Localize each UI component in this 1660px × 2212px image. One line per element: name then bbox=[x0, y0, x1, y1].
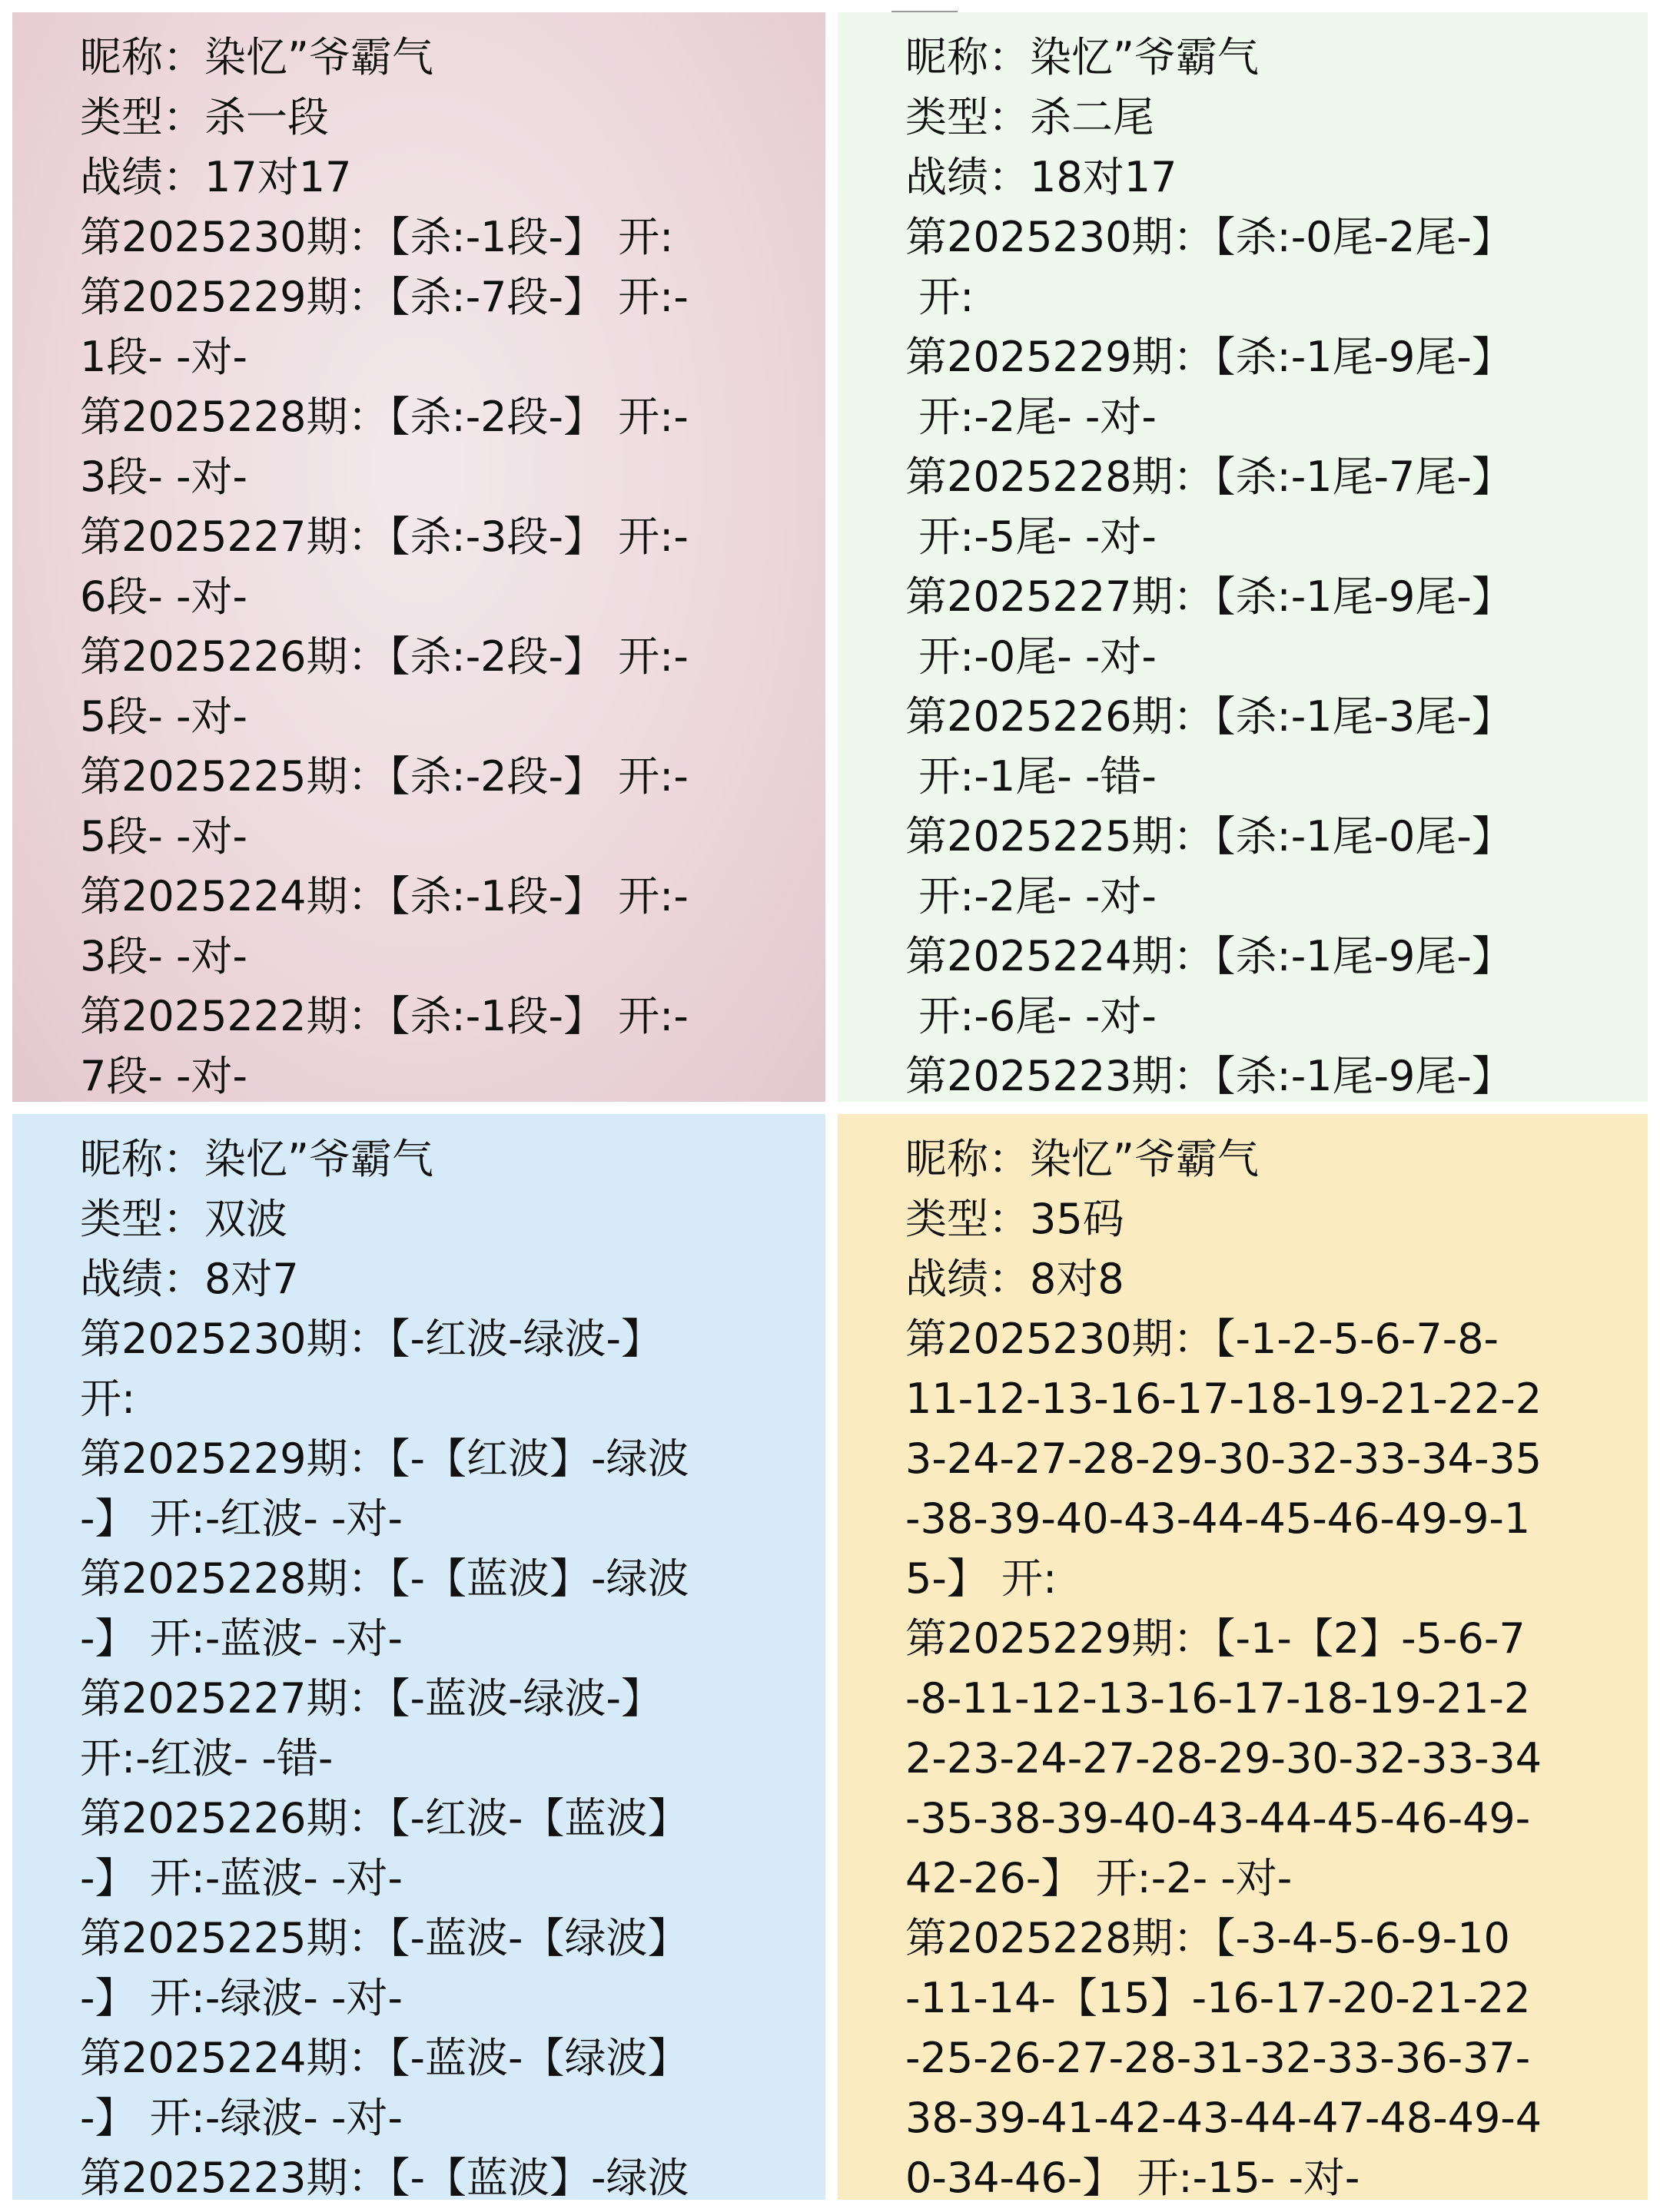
type-line: 类型：35码 bbox=[905, 1195, 1124, 1243]
record-line: 战绩：8对7 bbox=[80, 1255, 299, 1303]
post-text bbox=[80, 28, 795, 1102]
nickname-line: 昵称：染忆”爷霸气 bbox=[905, 1135, 1259, 1183]
post-card-double-wave[interactable] bbox=[12, 1114, 825, 2200]
period-record-line: 开:-0尾- -对- bbox=[905, 632, 1157, 681]
record-line: 战绩：17对17 bbox=[80, 153, 352, 201]
period-record-line: 开:-6尾- -对- bbox=[905, 992, 1157, 1040]
post-card-kill-two-tails[interactable] bbox=[838, 12, 1648, 1102]
period-record-line: 第2025228期：【-3-4-5-6-9-10 bbox=[905, 1914, 1510, 1962]
period-record-line: -】 开:-蓝波- -对- bbox=[80, 1614, 403, 1663]
period-record-line: 3段- -对- bbox=[80, 932, 247, 980]
period-record-line: 3段- -对- bbox=[80, 453, 247, 501]
period-record-line: 第2025223期：【-【蓝波】-绿波 bbox=[80, 2154, 689, 2200]
period-record-line: -38-39-40-43-44-45-46-49-9-1 bbox=[905, 1494, 1531, 1543]
period-record-line: 7段- -对- bbox=[80, 1052, 247, 1100]
period-record-line: 第2025225期：【杀:-2段-】 开:- bbox=[80, 752, 689, 801]
post-text bbox=[905, 28, 1617, 1102]
period-record-line: 第2025228期：【杀:-1尾-7尾-】 bbox=[905, 453, 1513, 501]
period-record-line: 第2025225期：【杀:-1尾-0尾-】 bbox=[905, 812, 1513, 861]
period-record-line: 开:-1尾- -错- bbox=[905, 752, 1157, 801]
period-record-line: 开: bbox=[80, 1375, 136, 1423]
period-record-line: 5段- -对- bbox=[80, 692, 247, 741]
period-record-line: 第2025229期：【-【红波】-绿波 bbox=[80, 1434, 689, 1483]
period-record-line: 第2025224期：【-蓝波-【绿波】 bbox=[80, 2034, 689, 2082]
period-record-line: 开: bbox=[905, 273, 974, 321]
period-record-line: -35-38-39-40-43-44-45-46-49- bbox=[905, 1794, 1531, 1842]
period-record-line: 5段- -对- bbox=[80, 812, 247, 861]
period-record-line: 第2025230期：【杀:-0尾-2尾-】 bbox=[905, 213, 1513, 261]
period-record-line: 第2025222期：【杀:-1段-】 开:- bbox=[80, 992, 689, 1040]
period-record-line: 38-39-41-42-43-44-47-48-49-4 bbox=[905, 2094, 1542, 2142]
period-record-line: 第2025228期：【-【蓝波】-绿波 bbox=[80, 1554, 689, 1603]
period-record-line: -11-14-【15】-16-17-20-21-22 bbox=[905, 1974, 1531, 2022]
record-line: 战绩：18对17 bbox=[905, 153, 1177, 201]
type-line: 类型：双波 bbox=[80, 1195, 287, 1243]
period-record-line: -】 开:-绿波- -对- bbox=[80, 1974, 403, 2022]
period-record-line: 6段- -对- bbox=[80, 572, 247, 621]
type-line: 类型：杀一段 bbox=[80, 93, 329, 141]
period-record-line: 开:-5尾- -对- bbox=[905, 512, 1157, 561]
period-record-line: 5-】 开: bbox=[905, 1554, 1057, 1603]
period-record-line: 开:-2尾- -对- bbox=[905, 872, 1157, 920]
period-record-line: 第2025227期：【-蓝波-绿波-】 bbox=[80, 1674, 662, 1723]
period-record-line: 第2025227期：【杀:-3段-】 开:- bbox=[80, 512, 689, 561]
period-record-line: 第2025226期：【杀:-2段-】 开:- bbox=[80, 632, 689, 681]
period-record-line: 11-12-13-16-17-18-19-21-22-2 bbox=[905, 1375, 1542, 1423]
record-line: 战绩：8对8 bbox=[905, 1255, 1124, 1303]
post-text bbox=[905, 1129, 1617, 2200]
nickname-line: 昵称：染忆”爷霸气 bbox=[80, 1135, 433, 1183]
period-record-line: 42-26-】 开:-2- -对- bbox=[905, 1854, 1293, 1902]
type-line: 类型：杀二尾 bbox=[905, 93, 1154, 141]
post-card-35-numbers[interactable] bbox=[838, 1114, 1648, 2200]
period-record-line: -】 开:-绿波- -对- bbox=[80, 2094, 403, 2142]
nickname-line: 昵称：染忆”爷霸气 bbox=[80, 33, 433, 81]
period-record-line: 2-23-24-27-28-29-30-32-33-34 bbox=[905, 1734, 1542, 1783]
period-record-line: 第2025225期：【-蓝波-【绿波】 bbox=[80, 1914, 689, 1962]
period-record-line: -8-11-12-13-16-17-18-19-21-2 bbox=[905, 1674, 1531, 1723]
period-record-line: 第2025224期：【杀:-1尾-9尾-】 bbox=[905, 932, 1513, 980]
period-record-line: 第2025229期：【杀:-7段-】 开:- bbox=[80, 273, 689, 321]
period-record-line: 第2025229期：【杀:-1尾-9尾-】 bbox=[905, 333, 1513, 381]
period-record-line: -25-26-27-28-31-32-33-36-37- bbox=[905, 2034, 1531, 2082]
period-record-line: 开:-红波- -错- bbox=[80, 1734, 334, 1783]
nickname-line: 昵称：染忆”爷霸气 bbox=[905, 33, 1259, 81]
period-record-line: 第2025224期：【杀:-1段-】 开:- bbox=[80, 872, 689, 920]
period-record-line: 第2025226期：【-红波-【蓝波】 bbox=[80, 1794, 689, 1842]
period-record-line: 第2025227期：【杀:-1尾-9尾-】 bbox=[905, 572, 1513, 621]
period-record-line: 开:-2尾- -对- bbox=[905, 393, 1157, 441]
period-record-line: 第2025228期：【杀:-2段-】 开:- bbox=[80, 393, 689, 441]
period-record-line: -】 开:-红波- -对- bbox=[80, 1494, 403, 1543]
period-record-line: 0-34-46-】 开:-15- -对- bbox=[905, 2154, 1360, 2200]
post-text bbox=[80, 1129, 795, 2200]
period-record-line: 第2025230期：【杀:-1段-】 开: bbox=[80, 213, 674, 261]
period-record-line: 第2025229期：【-1-【2】-5-6-7 bbox=[905, 1614, 1526, 1663]
period-record-line: 1段- -对- bbox=[80, 333, 247, 381]
period-record-line: 第2025230期：【-红波-绿波-】 bbox=[80, 1315, 662, 1363]
period-record-line: 第2025230期：【-1-2-5-6-7-8- bbox=[905, 1315, 1499, 1363]
period-record-line: -】 开:-蓝波- -对- bbox=[80, 1854, 403, 1902]
period-record-line: 第2025226期：【杀:-1尾-3尾-】 bbox=[905, 692, 1513, 741]
post-card-kill-segment[interactable] bbox=[12, 12, 825, 1102]
period-record-line: 第2025223期：【杀:-1尾-9尾-】 bbox=[905, 1052, 1513, 1100]
period-record-line: 3-24-27-28-29-30-32-33-34-35 bbox=[905, 1434, 1542, 1483]
